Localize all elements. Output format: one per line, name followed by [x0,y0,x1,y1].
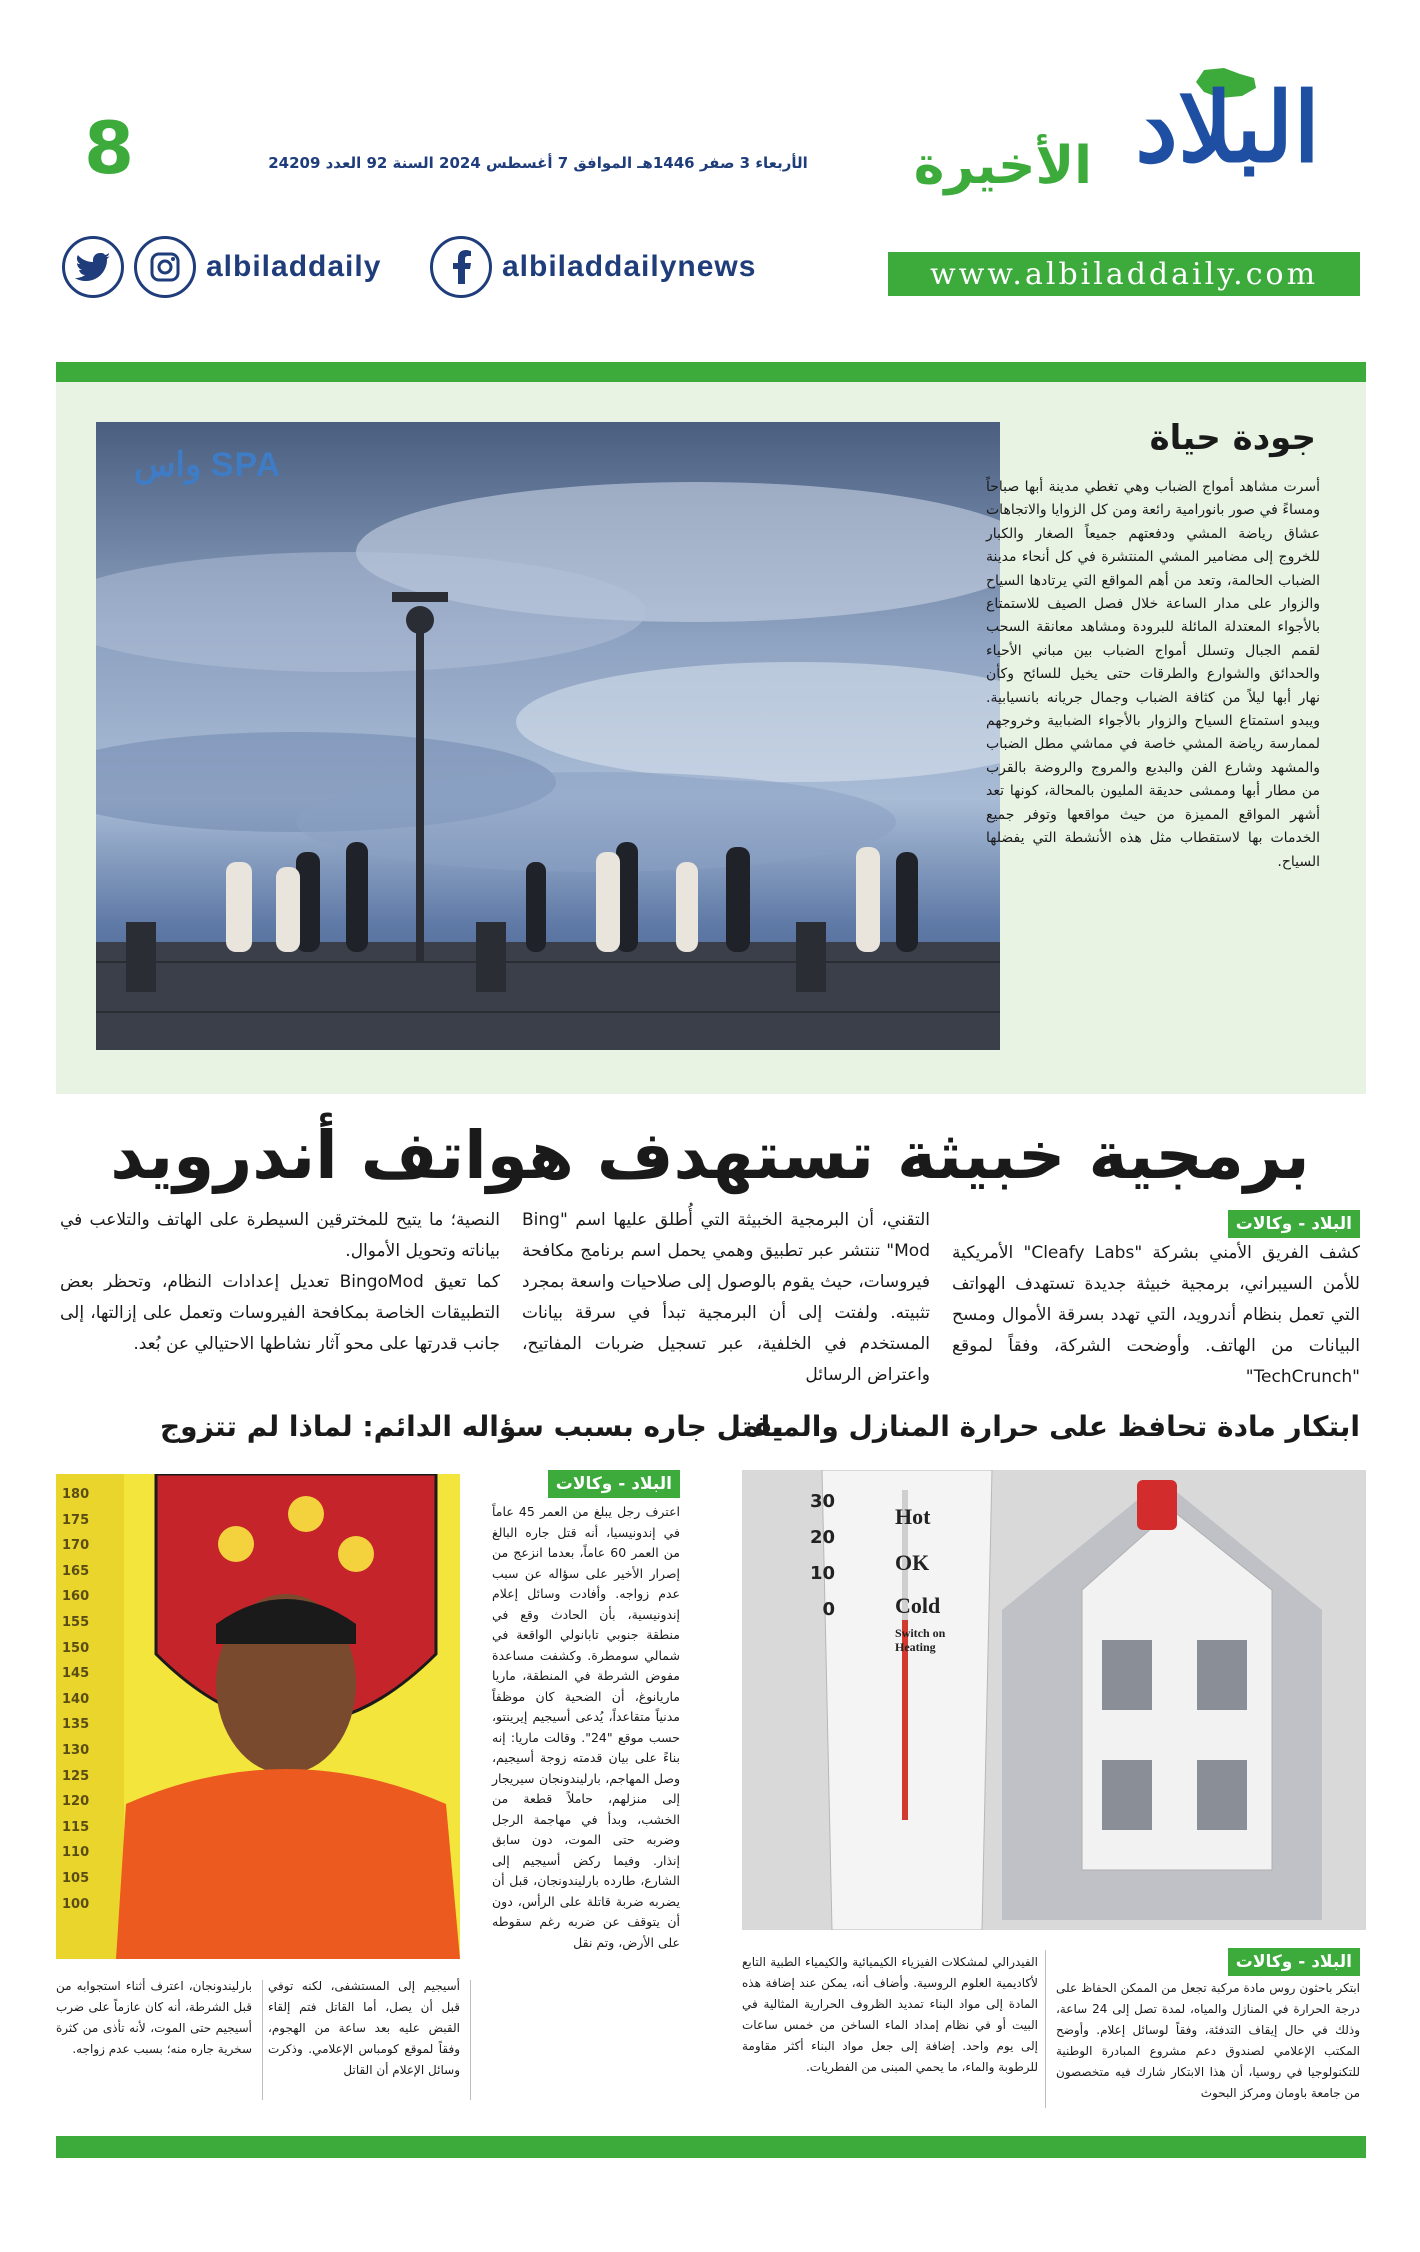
feature-photo-abha-fog [96,422,1000,1050]
instagram-handle[interactable]: albiladdaily [206,250,382,283]
twitter-icon[interactable] [62,236,124,298]
logo-albilad[interactable]: البلاد [1135,71,1320,184]
main-headline: برمجية خبيثة تستهدف هواتف أندرويد [110,1117,1310,1194]
spa-logo: واس SPA [134,446,282,484]
house-thermometer-photo [742,1470,1366,1930]
bottom-divider [56,2136,1366,2158]
height-tick: 165 [62,1563,90,1579]
thermometer-ticks [810,1484,835,1628]
height-tick: 115 [62,1819,90,1835]
page-number: 8 [84,106,135,190]
thermometer-tick: 30 [810,1491,836,1512]
facebook-link[interactable] [430,236,756,298]
neighbor-story-text-2: أسيجيم إلى المستشفى، لكنه توفي قبل أن يصل، أما القاتل فتم إلقاء القبض عليه بعد ساعة من الهجوم، وفقاً لموقع كومباس الإعلامي. وذكرت وسائل الإعلام أن القاتل [268,1979,460,2077]
instagram-icon[interactable] [134,236,196,298]
neighbor-story-col1 [492,1470,680,1953]
social-twitter-instagram [62,236,381,298]
height-tick: 130 [62,1742,90,1758]
thermometer-tick: 10 [810,1563,836,1584]
thermometer-tick: 0 [822,1599,836,1620]
website-link[interactable]: www.albiladdaily.com [888,252,1360,296]
column-rule [262,1980,263,2100]
main-story-text-2: التقني، أن البرمجية الخبيثة التي أُطلق عليها اسم "Bing Mod" تنتشر عبر تطبيق وهمي يحمل اسم برنامج مكافحة فيروسات، حيث يقوم بالوصول إلى صلاحيات واسعة بمجرد تثبيته. ولفتت إلى أن البرمجية تبدأ في سرقة بيانات المستخدم في الخلفية، عبر تسجيل ضربات المفاتيح، واعتراض الرسائل [522,1210,930,1385]
column-rule [470,1980,471,2100]
house-story-text-1: ابتكر باحثون روس مادة مركبة تجعل من الممكن الحفاظ على درجة الحرارة في المنازل والمياه، لمدة تصل إلى 24 ساعة، وذلك في حال إيقاف التدفئة، وفقاً لوسائل إعلام. وأوضح المكتب الإعلامي لصندوق دعم مشروع المبادرة الوطنية للتكنولوجيا في روسيا، أن هذا الابتكار شارك فيه متخصصون من جامعة باومان ومركز البحوث [1056,1981,1360,2100]
height-tick: 120 [62,1794,90,1810]
height-chart-ticks [62,1482,120,1917]
top-divider [56,362,1366,382]
height-tick: 160 [62,1589,90,1605]
height-tick: 140 [62,1691,90,1707]
height-tick: 100 [62,1896,90,1912]
thermometer-tick: 20 [810,1527,836,1548]
feature-body: أسرت مشاهد أمواج الضباب وهي تغطي مدينة أبها صباحاً ومساءً في صور بانورامية رائعة ومن كل الزوايا والاتجاهات عشاق رياضة المشي ودفعتهم جميعاً الصغار والكبار للخروج إلى مضامير المشي المنتشرة في كل أنحاء مدينة الضباب الحالمة، وتعد من أهم المواقع التي يرتادها السياح والزوار على مدار الساعة خلال فصل الصيف للاستمتاع بالأجواء المعتدلة المائلة للبرودة ومشاهد معانقة السحب لقمم الجبال وتسلل أمواج الضباب بين مباني الأحياء والحدائق والشوارع والطرقات حتى يخيل للسائح وكأن نهار أبها ليلاً من كثافة الضباب وجمال جريانه بانسيابية. ويبدو استمتاع السياح والزوار بالأجواء الضبابية وخروجهم لممارسة رياضة المشي خاصة في مماشي مطل الضباب والمشهد وشارع الفن والبديع والمروج والروضة بالقرب من مطار أبها وممشى حديقة المليون بالمحالة، كونها تعد أشهر المواقع المميزة من حيث مواقعها وتوفر جميع الخدمات بها لاستقطاب مثل هذه الأنشطة التي يفضلها السياح. [986,479,1320,870]
main-story-text-3a: النصية؛ ما يتيح للمخترقين السيطرة على الهاتف والتلاعب في بياناته وتحويل الأموال. [60,1210,500,1261]
logo-section-akhira: الأخيرة [913,136,1092,196]
facebook-handle: albiladdailynews [502,250,757,283]
height-tick: 135 [62,1717,90,1733]
height-tick: 110 [62,1845,90,1861]
dateline: الأربعاء 3 صفر 1446هـ الموافق 7 أغسطس 2024 السنة 92 العدد 24209 [268,154,808,172]
main-story-text-1: كشف الفريق الأمني بشركة "Cleafy Labs" الأمريكية للأمن السيبراني، برمجية خبيثة جديدة تستهدف الهواتف التي تعمل بنظام أندرويد، التي تهدد بسرقة الأموال ومسح البيانات من الهاتف. وأوضحت الشركة، وفقاً لموقع "TechCrunch" [952,1243,1360,1387]
height-tick: 175 [62,1512,90,1528]
neighbor-story-headline: يقتل جاره بسبب سؤاله الدائم: لماذا لم تتزوج [160,1410,784,1443]
thermometer-ok-label: OK [895,1550,930,1575]
main-story-text-3b: كما تعيق BingoMod تعديل إعدادات النظام، وتحظر بعض التطبيقات الخاصة بمكافحة الفيروسات وتعمل على إزالتها، إلى جانب قدرتها على محو آثار نشاطها الاحتيالي عن بُعد. [60,1272,500,1354]
thermometer-switch-label: Switch on Heating [895,1626,946,1654]
column-rule [1045,1950,1046,2108]
byline: البلاد - وكالات [548,1470,680,1498]
height-tick: 150 [62,1640,90,1656]
thermometer-labels [895,1494,981,1654]
thermometer-hot-label: Hot [895,1504,931,1529]
feature-title: جودة حياة [1149,418,1316,458]
neighbor-story-text-3: بارليندونجان، اعترف أثناء استجوابه من قبل الشرطة، أنه كان عازماً على ضرب أسيجيم حتى الموت، لأنه تأذى من كثرة سخرية جاره منه؛ بسبب عدم زواجه. [56,1979,252,2056]
height-tick: 125 [62,1768,90,1784]
height-tick: 180 [62,1487,90,1502]
house-story-headline: ابتكار مادة تحافظ على حرارة المنازل والمياه [744,1410,1360,1443]
height-tick: 170 [62,1538,90,1554]
house-story-text-2: الفيدرالي لمشكلات الفيزياء الكيميائية والكيمياء الطبية التابع لأكاديمية العلوم الروسية. وأضاف أنه، يمكن عند إضافة هذه المادة إلى مواد البناء تمديد الظروف الحرارية المثالية في البيت أو في نظام إمداد الماء الساخن من خمس ساعات إلى يوم واحد. إضافة إلى جعل مواد البناء أكثر مقاومة للرطوبة والماء، ما يحمي المبنى من الفطريات. [742,1955,1038,2074]
main-story-col3 [60,1205,500,1360]
height-tick: 145 [62,1666,90,1682]
house-story-col1 [1056,1948,1360,2104]
main-story-col1 [952,1210,1360,1393]
height-tick: 105 [62,1870,90,1886]
thermometer-cold-label: Cold [895,1593,941,1618]
byline: البلاد - وكالات [1228,1210,1360,1238]
neighbor-story-text-1: اعترف رجل يبلغ من العمر 45 عاماً في إندونيسيا، أنه قتل جاره البالغ من العمر 60 عاماً، بعدما انزعج من إصرار الأخير على سؤاله عن سبب عدم زواجه. وأفادت وسائل إعلام إندونيسية، بأن الحادث وقع في منطقة جنوبي تابانولي الواقعة في شمالي سومطرة. وكشفت مساعدة مفوض الشرطة في المنطقة، ماريا ماريانوغ، أن الضحية كان موظفاً مدنياً متقاعداً، يُدعى أسيجيم إيرينتو، حسب موقع "24". وقالت ماريا: إنه بناءً على بيان قدمته زوجة أسيجيم، وصل المهاجم، بارليندونجان سيريجار إلى منزلهم، حاملاً قطعة من الخشب، وبدأ في مهاجمة الرجل وضربه حتى الموت، دون سابق إنذار. وفيما ركض أسيجيم إلى الشارع، طارده بارليندونجان، قبل أن يضربه ضربة قاتلة على الرأس، دون أن يتوقف عن ضربه رغم سقوطه على الأرض، وتم نقل [492,1504,681,1950]
height-tick: 155 [62,1614,90,1630]
byline: البلاد - وكالات [1228,1948,1360,1976]
facebook-icon [430,236,492,298]
suspect-photo [56,1474,460,1959]
